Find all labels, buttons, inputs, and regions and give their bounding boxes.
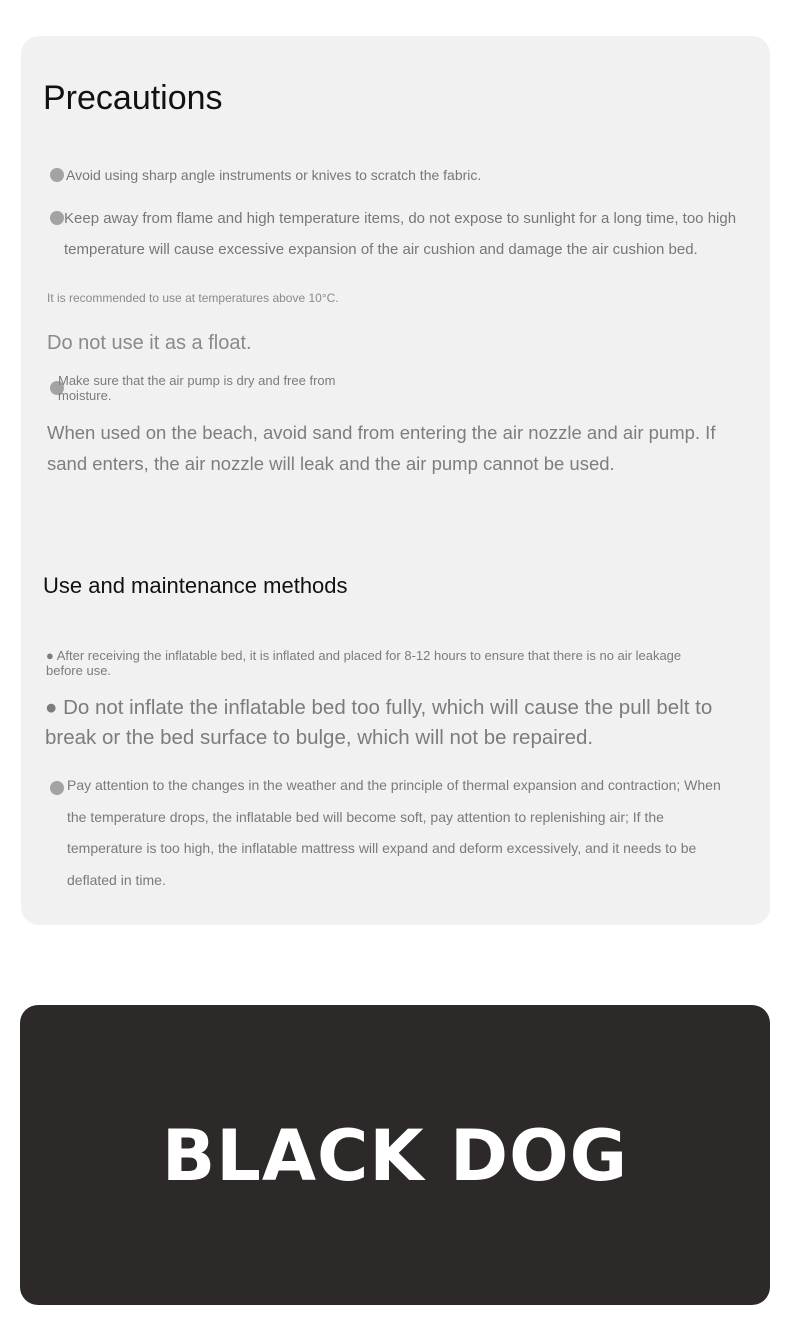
precautions-title: Precautions (43, 79, 223, 117)
black-dog-logo: BLACK DOG (161, 1115, 629, 1197)
bullet-dot (50, 211, 64, 225)
maintenance-item-weather-changes: Pay attention to the changes in the weather and the principle of thermal expansion and contraction; When the temperature drops, the inflatable bed will become soft, pay attention to replenishing air; If the temperature is too high, the inflatable mattress will expand and deform excessively, and it needs to be deflated in time. (67, 777, 721, 888)
maintenance-item-inflate-test: ● After receiving the inflatable bed, it is inflated and placed for 8-12 hours to ensure that there is no air leakage before use. (46, 648, 682, 678)
precaution-item-flame-heat: Keep away from flame and high temperature items, do not expose to sunlight for a long time, too high temperature will cause excessive expansion of the air cushion and damage the air cushion bed. (64, 210, 737, 258)
maintenance-item-not-too-full: ● Do not inflate the inflatable bed too fully, which will cause the pull belt to break or the bed surface to bulge, which will not be repaired. (45, 696, 713, 749)
precaution-item-air-pump-dry: Make sure that the air pump is dry and free from moisture. (58, 373, 336, 403)
precaution-note-float: Do not use it as a float. (47, 332, 252, 354)
precaution-note-beach: When used on the beach, avoid sand from entering the air nozzle and air pump. If sand enters, the air nozzle will leak and the air pump cannot be used. (47, 422, 716, 474)
brand-banner (20, 1005, 770, 1305)
precaution-note-temperature: It is recommended to use at temperatures above 10°C. (47, 291, 339, 305)
precaution-item-sharp-objects: Avoid using sharp angle instruments or knives to scratch the fabric. (66, 167, 482, 183)
bullet-dot (50, 168, 64, 182)
bullet-dot (50, 781, 64, 795)
maintenance-title: Use and maintenance methods (43, 573, 348, 598)
